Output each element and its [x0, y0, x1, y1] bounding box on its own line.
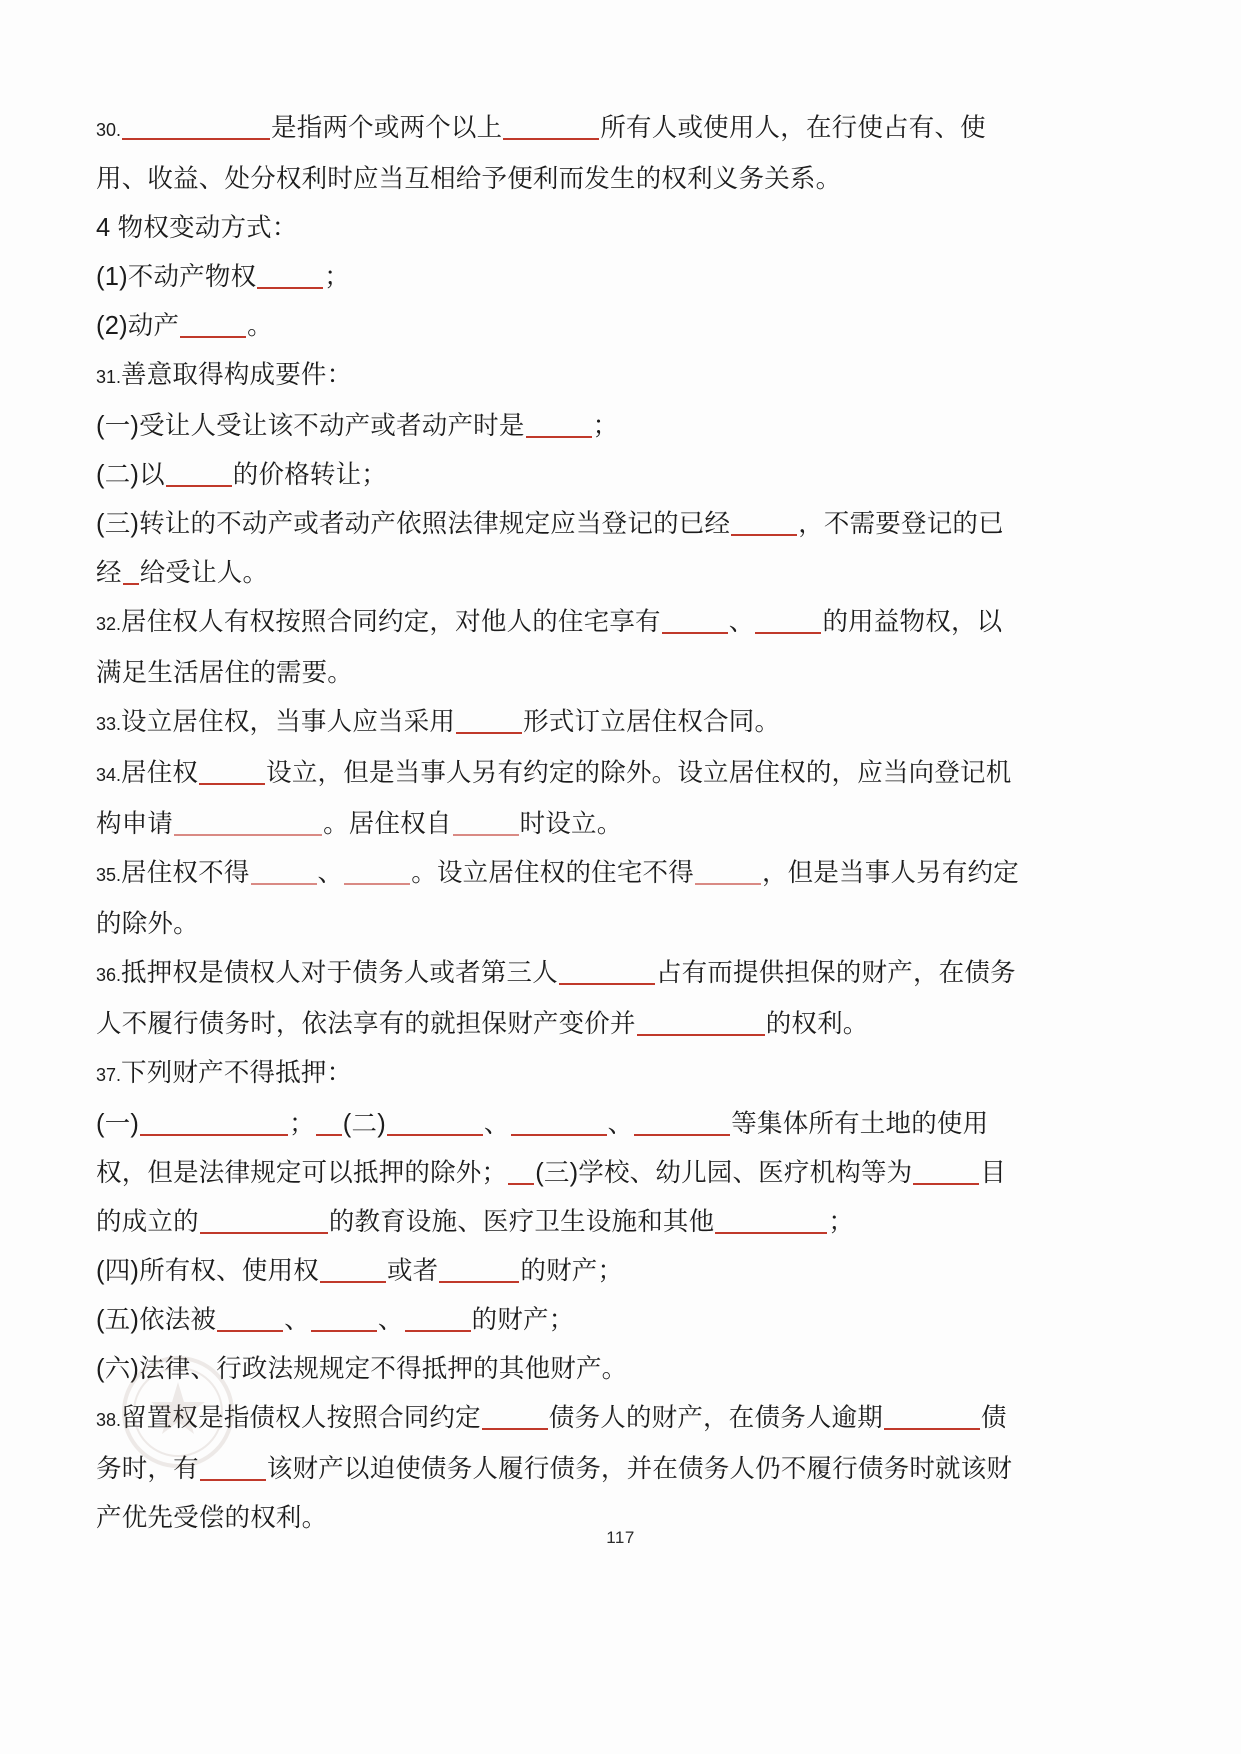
text-run: (一) — [96, 1110, 140, 1138]
item-number: 37. — [96, 1065, 122, 1085]
text-run: 。居住权自 — [323, 810, 452, 838]
text-run: 等集体所有土地的使用权，但是法律规定可以抵押的除外； — [96, 1110, 989, 1187]
fill-in-blank[interactable] — [122, 116, 270, 140]
fill-in-blank[interactable] — [166, 463, 232, 487]
fill-in-blank[interactable] — [387, 1112, 483, 1136]
item-31-1 — [96, 402, 1026, 451]
text-run: ； — [289, 1110, 315, 1138]
text-run: 设立居住权，当事人应当采用 — [121, 708, 456, 736]
fill-in-blank[interactable] — [695, 861, 761, 885]
fill-in-blank[interactable] — [731, 512, 797, 536]
item-37-5 — [96, 1296, 1026, 1345]
text-run: (1)不动产物权 — [96, 263, 257, 291]
item-30 — [96, 104, 1026, 204]
page-number: 117 — [606, 1528, 635, 1547]
text-run: (二) — [342, 1110, 386, 1138]
item-37-4 — [96, 1247, 1026, 1296]
item-37-1 — [96, 1100, 1026, 1247]
text-run: 时设立。 — [519, 810, 623, 838]
fill-in-blank[interactable] — [715, 1210, 827, 1234]
fill-in-blank[interactable] — [508, 1161, 534, 1185]
text-run: 是指两个或两个以上 — [271, 114, 503, 142]
text-run: 债务时，有 — [96, 1404, 1007, 1483]
text-run: 、 — [728, 608, 755, 636]
text-run: 、 — [483, 1110, 510, 1138]
text-run: (一)受让人受让该不动产或者动产时是 — [96, 412, 525, 440]
fill-in-blank[interactable] — [251, 861, 317, 885]
text-run: (三)学校、幼儿园、医疗机构等为 — [535, 1159, 913, 1187]
item-number: 31. — [96, 367, 122, 387]
text-run: 或者 — [386, 1257, 439, 1285]
text-run: 占有而提供担保的财产，在债务人不履行债务时，依法享有的就担保财产变价并 — [96, 959, 1016, 1038]
fill-in-blank[interactable] — [180, 314, 246, 338]
text-run: 善意取得构成要件： — [121, 361, 353, 389]
text-run: 的教育设施、医疗卫生设施和其他 — [328, 1208, 715, 1236]
text-run: 的用益物权，以满足生活居住的需要。 — [96, 608, 1003, 687]
text-run: 的价格转让； — [232, 461, 387, 489]
fill-in-blank[interactable] — [316, 1112, 342, 1136]
fill-in-blank[interactable] — [200, 1457, 266, 1481]
item-number: 34. — [96, 765, 122, 785]
text-run: ； — [324, 263, 350, 291]
fill-in-blank[interactable] — [637, 1012, 765, 1036]
item-31 — [96, 351, 1026, 402]
item-35 — [96, 849, 1026, 949]
text-run: 该财产以迫使债务人履行债务，并在债务人仍不履行债务时就该财产优先受偿的权利。 — [96, 1455, 1013, 1532]
fill-in-blank[interactable] — [559, 961, 655, 985]
fill-in-blank[interactable] — [511, 1112, 607, 1136]
text-run: 居住权人有权按照合同约定，对他人的住宅享有 — [121, 608, 661, 636]
item-31-2 — [96, 451, 1026, 500]
fill-in-blank[interactable] — [311, 1308, 377, 1332]
fill-in-blank[interactable] — [913, 1161, 979, 1185]
fill-in-blank[interactable] — [405, 1308, 471, 1332]
item-34 — [96, 749, 1026, 849]
text-run: 所有人或使用人，在行使占有、使用、收益、处分权利时应当互相给予便利而发生的权利义务关系。 — [96, 114, 986, 193]
fill-in-blank[interactable] — [174, 812, 322, 836]
text-run: 、 — [317, 859, 344, 887]
text-run: 的财产； — [520, 1257, 624, 1285]
item-37-6 — [96, 1345, 1026, 1394]
item-32 — [96, 598, 1026, 698]
fill-in-blank[interactable] — [344, 861, 410, 885]
fill-in-blank[interactable] — [634, 1112, 730, 1136]
fill-in-blank[interactable] — [123, 561, 139, 585]
fill-in-blank[interactable] — [456, 710, 522, 734]
item-38 — [96, 1394, 1026, 1543]
text-run: 给受让人。 — [139, 559, 269, 587]
text-run: 、 — [377, 1306, 404, 1334]
text-run: 的权利。 — [765, 1010, 869, 1038]
fill-in-blank[interactable] — [140, 1112, 288, 1136]
heading-4 — [96, 204, 1026, 253]
text-run: (二)以 — [96, 461, 165, 489]
text-run: ； — [592, 412, 619, 440]
text-run: 目的成立的 — [96, 1159, 1007, 1236]
fill-in-blank[interactable] — [199, 761, 265, 785]
fill-in-blank[interactable] — [439, 1259, 519, 1283]
fill-in-blank[interactable] — [503, 116, 599, 140]
text-run: 抵押权是债权人对于债务人或者第三人 — [121, 959, 558, 987]
item-33 — [96, 698, 1026, 749]
item-number: 32. — [96, 614, 122, 634]
text-run: (六)法律、行政法规规定不得抵押的其他财产。 — [96, 1355, 628, 1383]
text-run: 债务人的财产，在债务人逾期 — [548, 1404, 883, 1432]
item-number: 38. — [96, 1410, 122, 1430]
text-run: (三)转让的不动产或者动产依照法律规定应当登记的已经 — [96, 510, 731, 538]
text-run: 4 物权变动方式： — [96, 214, 298, 242]
fill-in-blank[interactable] — [257, 265, 323, 289]
item-number: 33. — [96, 714, 122, 734]
fill-in-blank[interactable] — [482, 1406, 548, 1430]
text-run: ； — [828, 1208, 855, 1236]
fill-in-blank[interactable] — [884, 1406, 980, 1430]
item-number: 36. — [96, 965, 122, 985]
text-run: (2)动产 — [96, 312, 180, 340]
text-run: 。 — [247, 312, 273, 340]
item-number: 35. — [96, 865, 122, 885]
item-number: 30. — [96, 120, 122, 140]
text-run: 的财产； — [471, 1306, 575, 1334]
fill-in-blank[interactable] — [526, 414, 592, 438]
text-run: ，但是当事人另有约定的除外。 — [96, 859, 1019, 938]
item-31-3 — [96, 500, 1026, 598]
text-run: 形式订立居住权合同。 — [523, 708, 781, 736]
text-run: 下列财产不得抵押： — [121, 1059, 353, 1087]
fill-in-blank[interactable] — [453, 812, 519, 836]
text-run: 居住权不得 — [121, 859, 250, 887]
item-37 — [96, 1049, 1026, 1100]
item-36 — [96, 949, 1026, 1049]
text-run: (四)所有权、使用权 — [96, 1257, 319, 1285]
text-run: 居住权 — [121, 759, 199, 787]
item-4-1 — [96, 253, 1026, 302]
text-run: 、 — [607, 1110, 634, 1138]
fill-in-blank[interactable] — [200, 1210, 328, 1234]
fill-in-blank[interactable] — [217, 1308, 283, 1332]
document-body — [96, 104, 1026, 1543]
text-run: 留置权是指债权人按照合同约定 — [121, 1404, 481, 1432]
text-run: ，不需要登记的已经 — [96, 510, 1004, 587]
text-run: (五)依法被 — [96, 1306, 217, 1334]
fill-in-blank[interactable] — [320, 1259, 386, 1283]
text-run: 。设立居住权的住宅不得 — [411, 859, 694, 887]
fill-in-blank[interactable] — [755, 610, 821, 634]
item-4-2 — [96, 302, 1026, 351]
text-run: 、 — [284, 1306, 310, 1334]
fill-in-blank[interactable] — [662, 610, 728, 634]
text-run: 设立，但是当事人另有约定的除外。设立居住权的，应当向登记机构申请 — [96, 759, 1012, 838]
